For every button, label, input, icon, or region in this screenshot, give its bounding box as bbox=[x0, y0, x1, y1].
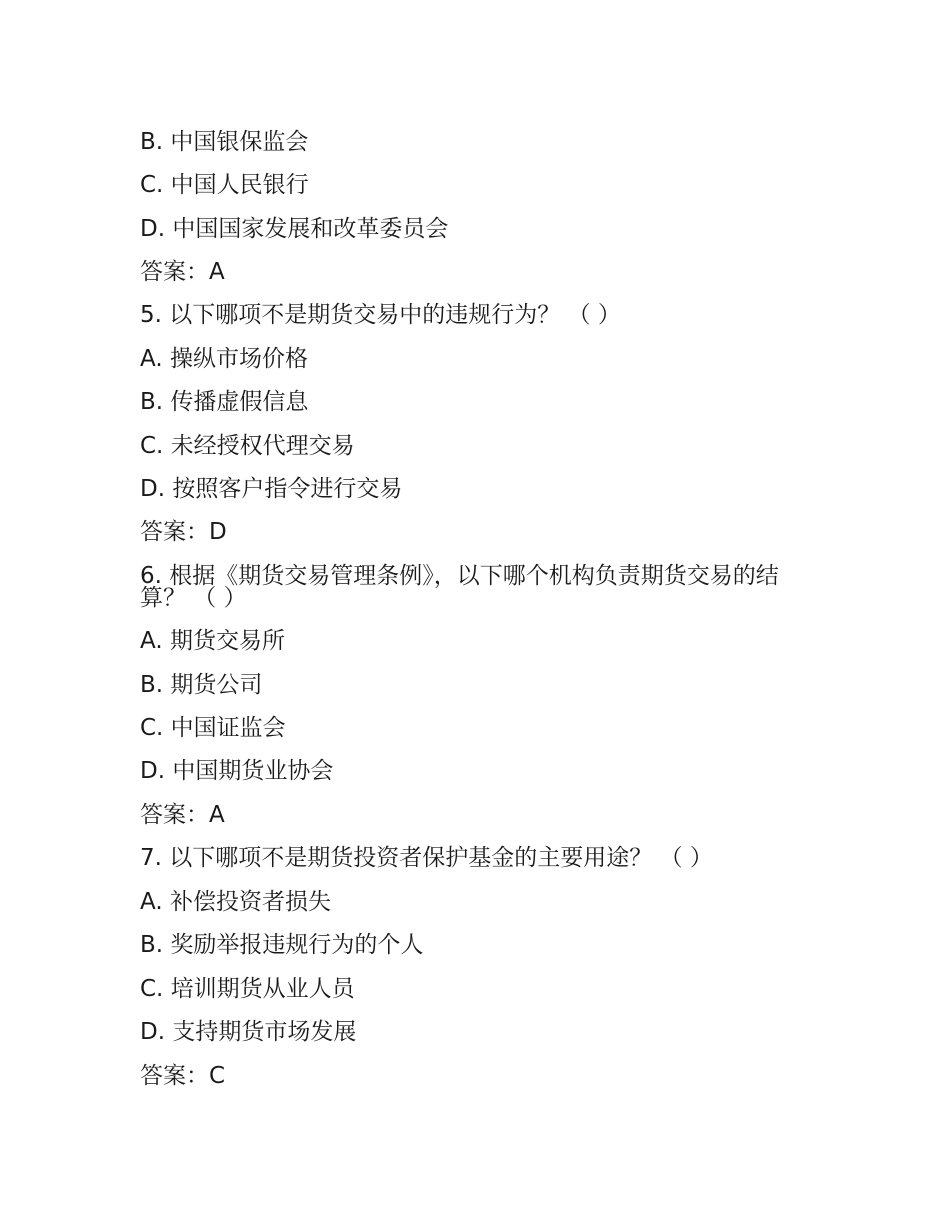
q7-question: 7. 以下哪项不是期货投资者保护基金的主要用途？ （ ） bbox=[140, 845, 713, 871]
q4-option-b: B. 中国银保监会 bbox=[140, 129, 309, 155]
q7-option-a: A. 补偿投资者损失 bbox=[140, 889, 331, 915]
q7-option-d: D. 支持期货市场发展 bbox=[140, 1019, 357, 1045]
q6-question: 6. 根据《期货交易管理条例》，以下哪个机构负责期货交易的结算？ （ ） bbox=[140, 563, 779, 611]
q5-option-d: D. 按照客户指令进行交易 bbox=[140, 476, 403, 502]
q4-option-c: C. 中国人民银行 bbox=[140, 172, 309, 198]
q6-option-c: C. 中国证监会 bbox=[140, 715, 286, 741]
q7-option-b: B. 奖励举报违规行为的个人 bbox=[140, 932, 424, 958]
q5-question: 5. 以下哪项不是期货交易中的违规行为？ （ ） bbox=[140, 302, 621, 328]
q5-option-b: B. 传播虚假信息 bbox=[140, 389, 309, 415]
q4-option-d: D. 中国国家发展和改革委员会 bbox=[140, 216, 449, 242]
q4-answer: 答案：A bbox=[140, 259, 225, 285]
q7-answer: 答案：C bbox=[140, 1063, 226, 1089]
q7-option-c: C. 培训期货从业人员 bbox=[140, 976, 355, 1002]
q5-answer: 答案：D bbox=[140, 519, 227, 545]
q6-option-b: B. 期货公司 bbox=[140, 672, 263, 698]
q6-answer: 答案：A bbox=[140, 802, 225, 828]
q5-option-c: C. 未经授权代理交易 bbox=[140, 433, 355, 459]
q6-option-d: D. 中国期货业协会 bbox=[140, 758, 334, 784]
q6-option-a: A. 期货交易所 bbox=[140, 628, 285, 654]
q5-option-a: A. 操纵市场价格 bbox=[140, 346, 308, 372]
